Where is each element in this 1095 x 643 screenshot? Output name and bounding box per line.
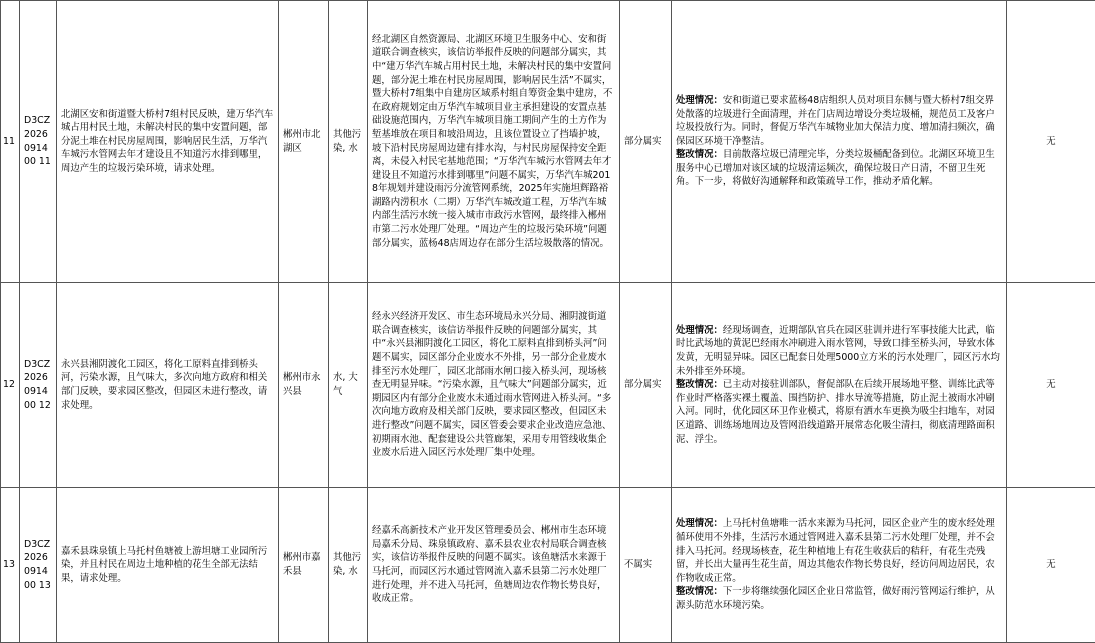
verdict: 部分属实 bbox=[620, 283, 672, 488]
table-row bbox=[1, 283, 1095, 488]
pollution-type: 其他污染, 水 bbox=[329, 1, 368, 283]
responsibility: 无 bbox=[1007, 283, 1095, 488]
verdict: 部分属实 bbox=[620, 1, 672, 283]
handling-text: 经现场调查，近期部队官兵在园区驻训并进行军事技能大比武，临时比武场地的黄泥巴经雨水冲刷进入雨水管网，导致口排至桥头河，导致水体发黄，无明显异味。园区已配套日处理5000立方米的污水处理厂，园区污水均未外排至外环境。 bbox=[676, 325, 1000, 377]
rectify-label: 整改情况： bbox=[676, 379, 723, 390]
handling-cell bbox=[672, 488, 1007, 643]
investigation-result: 经永兴经济开发区、市生态环境局永兴分局、湘阴渡街道联合调查核实，该信访举报件反映的问题部分属实，其中“永兴县湘阴渡化工园区，将化工原料直排到桥头河”问题不属实，园区部分企业废水不外排，另一部分企业废水排至污水处理厂，园区北部雨水闸口接入桥头河，现场核查无明显异味。“污染水源，且气味大”问题部分属实，近期园区内有部分企业废水未通过雨水管网进入桥头河。“多次向地方政府及相关部门反映，要求园区整改，但园区未进行整改”问题不属实，园区管委会要求企业改造应急池、初期雨水池、配套建设公共管廊架，采用专用管线收集企业废水后进入园区污水处理厂集中处理。 bbox=[368, 283, 620, 488]
pollution-type: 水, 大气 bbox=[329, 283, 368, 488]
investigation-result: 经嘉禾高新技术产业开发区管理委员会、郴州市生态环境局嘉禾分局、珠泉镇政府、嘉禾县农业农村局联合调查核实，该信访举报件反映的问题不属实。该鱼塘活水来源于马托河，而园区污水通过管网流入嘉禾县第二污水处理厂进行处理，并不进入马托河，鱼塘周边农作物长势良好，收成正常。 bbox=[368, 488, 620, 643]
rectify-text: 目前散落垃圾已清理完毕，分类垃圾桶配备到位。北湖区环境卫生服务中心已增加对该区域的垃圾清运频次，确保垃圾日产日清，不留卫生死角。下一步，将做好沟通解释和政策疏导工作，推动矛盾化解。 bbox=[676, 149, 995, 187]
rectify-label: 整改情况： bbox=[676, 149, 723, 160]
handling-text: 安和街道已要求蓝杨48店组织人员对项目东侧与暨大桥村7组交界处散落的垃圾进行全面清理，并在门店周边增设分类垃圾桶，规范员工及客户垃圾投放行为。同时，督促万华汽车城物业加大保洁力度、增加清扫频次，确保园区环境干净整洁。 bbox=[676, 95, 995, 147]
row-number: 11 bbox=[1, 1, 20, 283]
location: 郴州市永兴县 bbox=[279, 283, 329, 488]
responsibility: 无 bbox=[1007, 1, 1095, 283]
case-code: D3CZ2026091400 13 bbox=[20, 488, 57, 643]
responsibility: 无 bbox=[1007, 488, 1095, 643]
handling-label: 处理情况： bbox=[676, 325, 723, 336]
complaint-content: 北湖区安和街道暨大桥村7组村民反映，建万华汽车城占用村民土地，未解决村民的集中安置问题，部分泥土堆在村民房屋周围，影响居民生活，万华汽车城污水管网去年才建设且不知道污水排到哪里，周边产生的垃圾污染环境，请求处理。 bbox=[57, 1, 279, 283]
complaint-content: 嘉禾县珠泉镇上马托村鱼塘被上游坦塘工业园所污染，并且村民在周边土地种植的花生全部无法结果，请求处理。 bbox=[57, 488, 279, 643]
verdict: 不属实 bbox=[620, 488, 672, 643]
handling-cell bbox=[672, 283, 1007, 488]
handling-label: 处理情况： bbox=[676, 518, 723, 529]
case-code: D3CZ2026091400 12 bbox=[20, 283, 57, 488]
row-number: 13 bbox=[1, 488, 20, 643]
rectify-text: 已主动对接驻训部队，督促部队在后续开展场地平整、训练比武等作业时严格落实裸土覆盖、围挡防护、排水导流等措施，防止泥土被雨水冲刷入河。同时，优化园区环卫作业模式，将原有洒水车更换为吸尘扫地车，对园区道路、训练场地周边及管网沿线道路开展常态化吸尘清扫，彻底清理路面积泥、浮尘。 bbox=[676, 379, 995, 444]
location: 郴州市嘉禾县 bbox=[279, 488, 329, 643]
rectify-label: 整改情况： bbox=[676, 586, 723, 597]
pollution-type: 其他污染, 水 bbox=[329, 488, 368, 643]
handling-label: 处理情况： bbox=[676, 95, 723, 106]
complaint-content: 永兴县湘阴渡化工园区，将化工原料直排到桥头河，污染水源，且气味大，多次向地方政府和相关部门反映，要求园区整改，但园区未进行整改，请求处理。 bbox=[57, 283, 279, 488]
handling-cell bbox=[672, 1, 1007, 283]
rectify-text: 下一步将继续强化园区企业日常监管，做好雨污管网运行维护，从源头防范水环境污染。 bbox=[676, 586, 995, 611]
investigation-result: 经北湖区自然资源局、北湖区环境卫生服务中心、安和街道联合调查核实，该信访举报件反映的问题部分属实，其中“建万华汽车城占用村民土地，未解决村民的集中安置问题，部分泥土堆在村民房屋周围，影响居民生活”不属实，暨大桥村7组集中自建房区域系村组自筹资金集中建房，不在政府规划定由万华汽车城项目业主承担建设的安置点基础设施范围内，万华汽车城项目施工期间产生的土方作为堑基堆放在项目和坡沿周边，且该位置设立了挡墙护坡，坡下沿村民房屋周边建有排水沟，与村民房屋保持安全距离，未侵入村民宅基地范围；“万华汽车城污水管网去年才建设且不知道污水排到哪里”问题不属实，万华汽车城2018年规划并建设雨污分流管网系统，2025年实施坦辉路裕湖路内涝积水（二期）万华汽车城改道工程，万华汽车城内部生活污水统一接入城市市政污水管网，最终排入郴州市第二污水处理厂处理。“周边产生的垃圾污染环境”问题部分属实，蓝杨48店周边存在部分生活垃圾散落的情况。 bbox=[368, 1, 620, 283]
table-row bbox=[1, 1, 1095, 283]
table-row bbox=[1, 488, 1095, 643]
case-code: D3CZ2026091400 11 bbox=[20, 1, 57, 283]
handling-text: 上马托村鱼塘唯一活水来源为马托河，园区企业产生的废水经处理循环使用不外排，生活污水通过管网进入嘉禾县第二污水处理厂处理，并不会排入马托河。经现场核查，花生种植地上有花生收获后的秸秆，有花生壳残留，并长出大量再生花生苗，周边其他农作物长势良好，经访问周边居民，农作物收成正常。 bbox=[676, 518, 995, 583]
location: 郴州市北湖区 bbox=[279, 1, 329, 283]
row-number: 12 bbox=[1, 283, 20, 488]
